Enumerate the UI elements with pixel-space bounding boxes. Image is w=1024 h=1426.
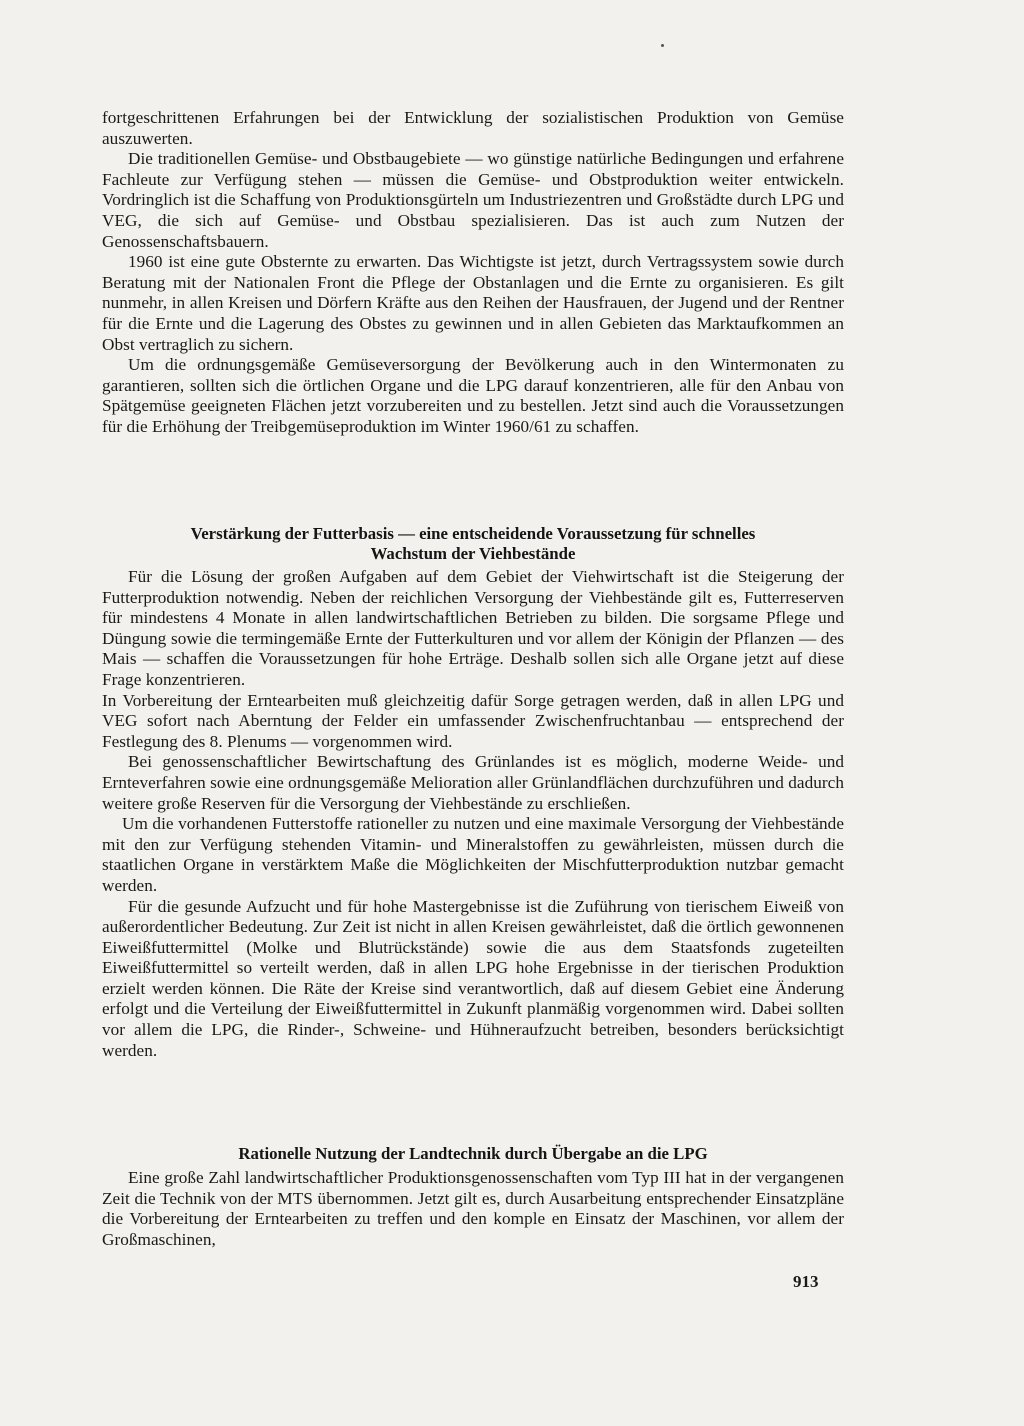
heading-line: Rationelle Nutzung der Landtechnik durch Übergabe an die LPG — [238, 1144, 708, 1163]
paragraph: fortgeschrittenen Erfahrungen bei der Entwicklung der sozialistischen Produktion von Gemüse auszuwerten. — [102, 108, 844, 148]
page-number: 913 — [793, 1272, 819, 1291]
paragraph: Um die ordnungsgemäße Gemüseversorgung der Bevölkerung auch in den Wintermonaten zu garantieren, sollten sich die örtlichen Organe und die LPG darauf konzentrieren, alle für den Anbau von Spätgemüse geeigneten Flächen jetzt vorzubereiten und zu bestellen. Jetzt sind auch die Voraussetzungen für die Erhöhung der Treibgemüseproduktion im Winter 1960/61 zu schaffen. — [102, 355, 844, 436]
section-machinery — [102, 1168, 844, 1250]
paragraph: Eine große Zahl landwirtschaftlicher Produktionsgenossenschaften vom Typ III hat in der vergangenen Zeit die Technik von der MTS übernommen. Jetzt gilt es, durch Ausarbeitung entsprechender Einsatzpläne die Vorbereitung der Erntearbeiten zu treffen und den komple en Einsatz der Maschinen, vor allem der Großmaschinen, — [102, 1168, 844, 1249]
section-heading-machinery — [102, 1144, 844, 1164]
heading-line: Wachstum der Viehbestände — [370, 543, 576, 563]
paragraph: Für die gesunde Aufzucht und für hohe Mastergebnisse ist die Zuführung von tierischem Eiweiß von außerordentlicher Bedeutung. Zur Zeit ist nicht in allen Kreisen gewährleistet, daß die örtlich gewonnenen Eiweißfuttermittel (Molke und Blutrückstände) sowie die aus dem Staatsfonds zugeteilten Eiweißfuttermittel so verteilt werden, daß in allen LPG hohe Ergebnisse in der tierischen Produktion erzielt werden können. Die Räte der Kreise sind verantwortlich, daß auf diesem Gebiet eine Änderung erfolgt und die Verteilung der Eiweißfuttermittel in Zukunft planmäßig vorgenommen wird. Dabei sollten vor allem die LPG, die Rinder-, Schweine- und Hühneraufzucht betreiben, besonders berücksichtigt werden. — [102, 896, 844, 1060]
paragraph: In Vorbereitung der Erntearbeiten muß gleichzeitig dafür Sorge getragen werden, daß in allen LPG und VEG sofort nach Aberntung der Felder ein umfassender Zwischenfruchtanbau — entsprechend der Festlegung des 8. Plenums — vorgenommen wird. — [102, 690, 844, 751]
heading-line: Verstärkung der Futterbasis — eine entscheidende Voraussetzung für schnelles — [190, 524, 756, 543]
section-heading-fodder — [102, 524, 844, 563]
paragraph: Die traditionellen Gemüse- und Obstbaugebiete — wo günstige natürliche Bedingungen und erfahrene Fachleute zur Verfügung stehen — müssen die Gemüse- und Obstproduktion weiter entwickeln. Vordringlich ist die Schaffung von Produktionsgürteln um Industriezentren und Großstädte durch LPG und VEG, die sich auf Gemüse- und Obstbau spezialisieren. Das ist auch zum Nutzen der Genossenschaftsbauern. — [102, 149, 844, 251]
section-fodder — [102, 567, 844, 1061]
paragraph: Bei genossenschaftlicher Bewirtschaftung des Grünlandes ist es möglich, moderne Weide- und Ernteverfahren sowie eine ordnungsgemäße Melioration aller Grünlandflächen durchzuführen und dadurch weitere große Reserven für die Versorgung der Viehbestände zu erschließen. — [102, 752, 844, 813]
paragraph: Um die vorhandenen Futterstoffe rationeller zu nutzen und eine maximale Versorgung der Viehbestände mit den zur Verfügung stehenden Vitamin- und Mineralstoffen zu gewährleisten, müssen durch die staatlichen Organe in verstärktem Maße die Möglichkeiten der Mischfutterproduktion nutzbar gemacht werden. — [102, 814, 844, 895]
scan-speck — [661, 44, 664, 47]
section-fruit-vegetable — [102, 108, 844, 438]
paragraph: Für die Lösung der großen Aufgaben auf dem Gebiet der Viehwirtschaft ist die Steigerung der Futterproduktion notwendig. Neben der reichlichen Versorgung der Viehbestände gilt es, Futterreserven für mindestens 4 Monate in allen landwirtschaftlichen Betrieben zu bilden. Die sorgsame Pflege und Düngung sowie die termingemäße Ernte der Futterkulturen und vor allem der Königin der Pflanzen — des Mais — schaffen die Voraussetzungen für hohe Erträge. Deshalb sollen sich alle Organe jetzt auf diese Frage konzentrieren. — [102, 567, 844, 689]
paragraph: 1960 ist eine gute Obsternte zu erwarten. Das Wichtigste ist jetzt, durch Vertragssystem sowie durch Beratung mit der Nationalen Front die Pflege der Obstanlagen und die Ernte zu organisieren. Es gilt nunmehr, in allen Kreisen und Dörfern Kräfte aus den Reihen der Hausfrauen, der Jugend und der Rentner für die Ernte und die Lagerung des Obstes zu gewinnen und in allen Gebieten das Marktaufkommen an Obst vertraglich zu sichern. — [102, 252, 844, 354]
